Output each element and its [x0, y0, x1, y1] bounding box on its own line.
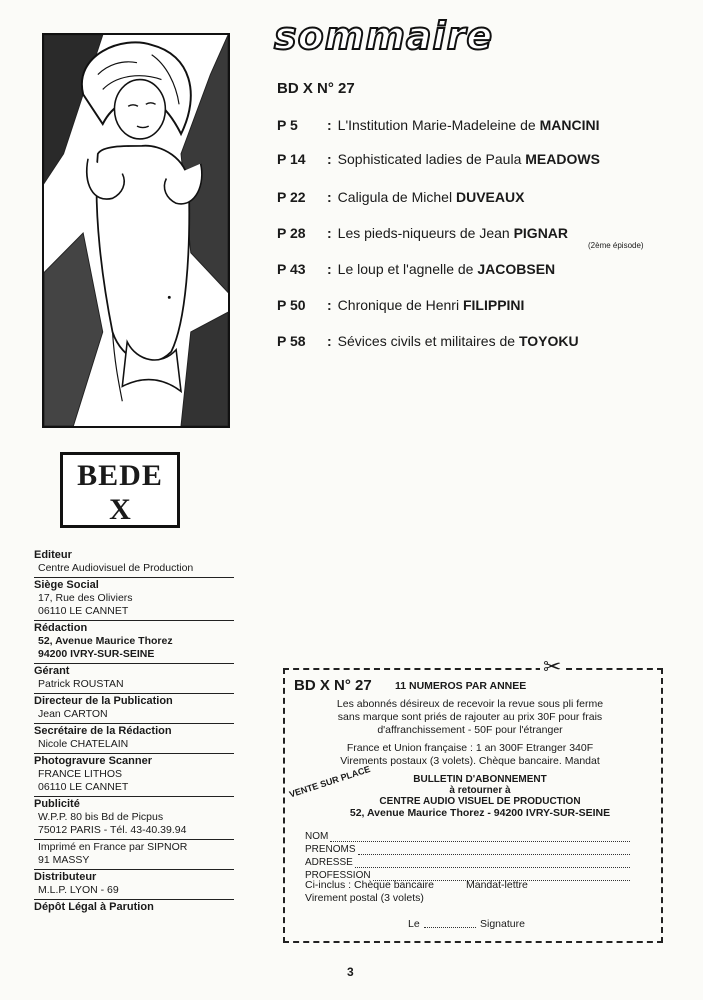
credit-line: Imprimé en France par SIPNOR: [38, 841, 188, 853]
credit-line: 75012 PARIS - Tél. 43-40.39.94: [38, 824, 187, 836]
credit-heading: Secrétaire de la Rédaction: [34, 725, 172, 737]
field-label: PROFESSION: [305, 870, 371, 881]
toc-page: P 28: [277, 225, 306, 241]
toc-entry[interactable]: [277, 189, 524, 205]
bede-x-logo: [60, 452, 180, 528]
toc-separator: :: [327, 189, 332, 205]
toc-author: JACOBSEN: [477, 261, 556, 277]
credit-line: 52, Avenue Maurice Thorez: [38, 635, 173, 647]
toc-separator: :: [327, 333, 332, 349]
date-input-line[interactable]: [424, 918, 476, 928]
subscription-body: [290, 698, 650, 737]
toc-entry[interactable]: [277, 117, 599, 133]
subscription-count: 11 NUMEROS PAR ANNEE: [395, 680, 527, 692]
credit-line: M.L.P. LYON - 69: [38, 884, 119, 896]
subscription-body-line: d'affranchissement - 50F pour l'étranger: [377, 724, 563, 736]
credit-block: [34, 900, 234, 916]
bulletin-line: CENTRE AUDIO VISUEL DE PRODUCTION: [379, 796, 581, 807]
credit-block: [34, 621, 234, 664]
credit-line: 91 MASSY: [38, 854, 90, 866]
credit-line: 06110 LE CANNET: [38, 605, 129, 617]
vente-sur-place-stamp: VENTE SUR PLACE: [288, 763, 372, 800]
toc-separator: :: [327, 151, 332, 167]
credit-line: Centre Audiovisuel de Production: [38, 562, 194, 574]
page-number: 3: [347, 965, 354, 979]
credit-block: [34, 548, 234, 578]
subscription-address: 52, Avenue Maurice Thorez - 94200 IVRY-SUR-SEINE: [349, 807, 611, 819]
credit-block: [34, 754, 234, 797]
toc-title: Caligula de Michel: [337, 189, 453, 205]
signature-label: Signature: [480, 918, 525, 930]
credit-line: 17, Rue des Oliviers: [38, 592, 133, 604]
toc-separator: :: [327, 225, 332, 241]
subscription-issue: BD X N° 27: [294, 677, 372, 694]
toc-page: P 22: [277, 189, 306, 205]
toc-title: Le loup et l'agnelle de: [337, 261, 474, 277]
cover-illustration: [42, 33, 230, 428]
episode-note: (2ème épisode): [588, 241, 644, 250]
toc-page: P 14: [277, 151, 306, 167]
sommaire-title: sommaire: [274, 14, 494, 58]
price-line-2: Virements postaux (3 volets). Chèque bancaire. Mandat: [340, 755, 600, 767]
credit-line: W.P.P. 80 bis Bd de Picpus: [38, 811, 164, 823]
credit-heading: Photogravure Scanner: [34, 755, 152, 767]
credit-heading: Directeur de la Publication: [34, 695, 173, 707]
credit-block: [34, 724, 234, 754]
logo-line-1: BEDE: [77, 459, 163, 492]
toc-title: Les pieds-niqueurs de Jean: [337, 225, 510, 241]
toc-author: DUVEAUX: [455, 189, 525, 205]
form-field-prenoms[interactable]: [305, 842, 630, 855]
credit-block: [34, 694, 234, 724]
form-field-adresse[interactable]: [305, 855, 630, 868]
illustration-art: [44, 35, 228, 426]
form-fields: [305, 829, 630, 881]
credit-heading: Editeur: [34, 549, 72, 561]
toc-entry[interactable]: [277, 225, 568, 241]
toc-page: P 58: [277, 333, 306, 349]
payment-line-2: Virement postal (3 volets): [305, 892, 424, 904]
toc-title: Chronique de Henri: [337, 297, 460, 313]
toc-author: MANCINI: [539, 117, 600, 133]
credit-heading: Dépôt Légal à Parution: [34, 901, 154, 913]
bulletin-line: BULLETIN D'ABONNEMENT: [413, 774, 547, 785]
toc-entry[interactable]: [277, 151, 600, 167]
toc-author: PIGNAR: [513, 225, 569, 241]
toc-author: FILIPPINI: [462, 297, 525, 313]
credit-line: Nicole CHATELAIN: [38, 738, 129, 750]
field-input-line[interactable]: [355, 858, 630, 868]
toc-author: MEADOWS: [525, 151, 600, 167]
toc-title: Sévices civils et militaires de: [337, 333, 516, 349]
toc-title: L'Institution Marie-Madeleine de: [337, 117, 536, 133]
subscription-prices: [290, 742, 650, 768]
toc-entry[interactable]: [277, 333, 579, 349]
credit-line: 94200 IVRY-SUR-SEINE: [38, 648, 155, 660]
issue-title: BD X N° 27: [277, 80, 355, 97]
toc-separator: :: [327, 297, 332, 313]
credit-line: Jean CARTON: [38, 708, 108, 720]
toc-page: P 50: [277, 297, 306, 313]
credit-line: FRANCE LITHOS: [38, 768, 123, 780]
credit-block: [34, 840, 234, 870]
credit-heading: Distributeur: [34, 871, 97, 883]
logo-line-2: X: [109, 493, 131, 526]
credit-block: [34, 797, 234, 840]
toc-page: P 43: [277, 261, 306, 277]
scissors-icon: ✂: [540, 654, 564, 680]
credit-heading: Siège Social: [34, 579, 99, 591]
credit-block: [34, 870, 234, 900]
le-label: Le: [408, 918, 420, 930]
credit-heading: Gérant: [34, 665, 70, 677]
field-label: ADRESSE: [305, 857, 353, 868]
subscription-form-border: [661, 668, 663, 943]
subscription-body-line: sans marque sont priés de rajouter au prix 30F pour frais: [337, 711, 603, 723]
credit-line: 06110 LE CANNET: [38, 781, 129, 793]
credit-block: [34, 578, 234, 621]
field-input-line[interactable]: [358, 845, 630, 855]
form-field-nom[interactable]: [305, 829, 630, 842]
subscription-body-line: Les abonnés désireux de recevoir la revue sous pli ferme: [336, 698, 604, 710]
toc-page: P 5: [277, 117, 298, 133]
toc-separator: :: [327, 261, 332, 277]
toc-title: Sophisticated ladies de Paula: [337, 151, 522, 167]
bulletin-line: à retourner à: [449, 785, 511, 796]
toc-separator: :: [327, 117, 332, 133]
price-line-1: France et Union française : 1 an 300F Etranger 340F: [346, 742, 594, 754]
credit-block: [34, 664, 234, 694]
credit-line: Patrick ROUSTAN: [38, 678, 124, 690]
toc-entry[interactable]: [277, 261, 555, 277]
payment-line-1: Ci-inclus : Chèque bancaire: [305, 879, 434, 891]
toc-author: TOYOKU: [518, 333, 579, 349]
field-label: PRENOMS: [305, 844, 356, 855]
credits-column: [34, 548, 234, 916]
credit-heading: Rédaction: [34, 622, 88, 634]
field-input-line[interactable]: [330, 832, 630, 842]
field-label: NOM: [305, 831, 329, 842]
toc-entry[interactable]: [277, 297, 524, 313]
credit-heading: Publicité: [34, 798, 80, 810]
payment-mandat: Mandat-lettre: [466, 879, 528, 891]
